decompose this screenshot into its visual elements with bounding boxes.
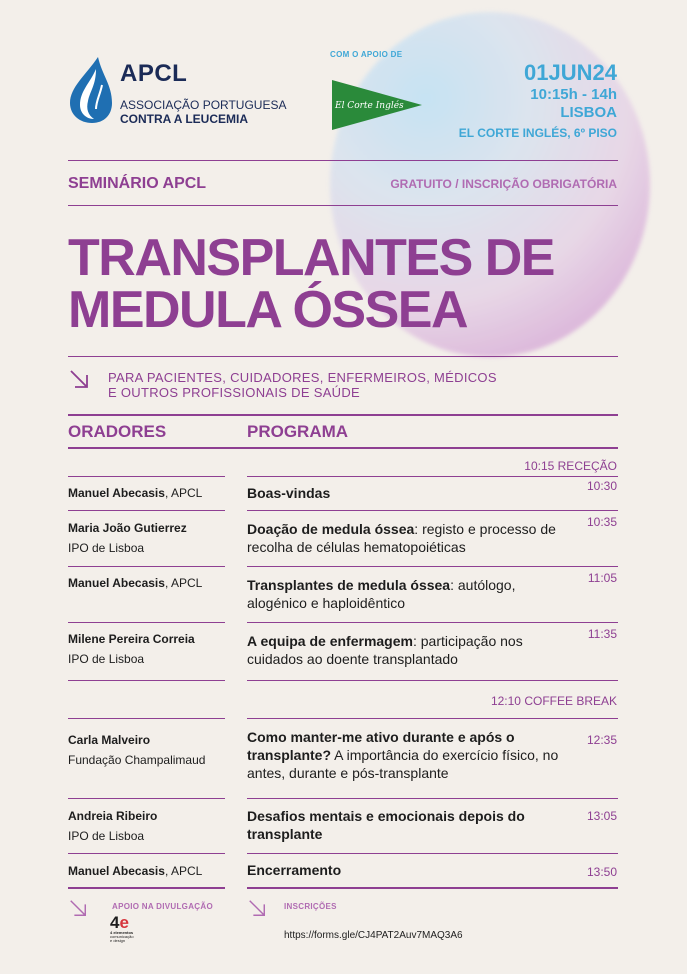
event-date: 01JUN24 — [524, 60, 617, 85]
row-divider — [247, 718, 618, 719]
coffee-break: 12:10 COFFEE BREAK — [490, 694, 617, 708]
support-label: COM O APOIO DE — [330, 50, 403, 59]
time-2: 10:35 — [586, 515, 617, 529]
row-divider — [68, 510, 225, 511]
event-venue: EL CORTE INGLÉS, 6º PISO — [458, 126, 617, 140]
divulgation-label: APOIO NA DIVULGAÇÃO — [112, 902, 213, 911]
event-time: 10:15h - 14h — [530, 86, 617, 103]
program-header: PROGRAMA — [247, 422, 349, 441]
row-divider — [247, 566, 618, 567]
time-4: 11:35 — [587, 627, 617, 641]
row-divider — [247, 510, 618, 511]
speaker-3: Manuel Abecasis, APCL — [68, 576, 203, 590]
row-divider — [68, 718, 225, 719]
program-item-5: Como manter-me ativo durante e após o transplante? A importância do exercício físico, no antes, durante e pós-transplante — [247, 729, 559, 781]
registration-label: INSCRIÇÕES — [284, 902, 337, 911]
program-item-3: Transplantes de medula óssea: autólogo, alogénico e haploidêntico — [247, 577, 516, 611]
time-7: 13:50 — [586, 865, 617, 879]
row-divider — [247, 887, 618, 889]
program-item-6: Desafios mentais e emocionais depois do transplante — [247, 808, 525, 842]
speaker-7: Manuel Abecasis, APCL — [68, 864, 203, 878]
org-subtitle-1: ASSOCIAÇÃO PORTUGUESA — [120, 98, 287, 112]
time-6: 13:05 — [586, 809, 617, 823]
svg-text:El Corte Inglés: El Corte Inglés — [335, 101, 404, 111]
audience-line-1: PARA PACIENTES, CUIDADORES, ENFERMEIROS, MÉDICOS — [108, 370, 497, 385]
row-divider — [247, 853, 618, 854]
row-divider — [247, 476, 618, 477]
divider — [68, 356, 618, 357]
speakers-header: ORADORES — [68, 422, 167, 441]
event-title-line-1: TRANSPLANTES DE — [68, 229, 554, 287]
arrow-down-right-icon — [247, 898, 267, 918]
registration-link[interactable]: https://forms.gle/CJ4PAT2Auv7MAQ3A6 — [284, 930, 463, 941]
speaker-5: Carla Malveiro Fundação Champalimaud — [68, 733, 206, 767]
divider — [68, 447, 618, 449]
row-divider — [247, 680, 618, 681]
time-1: 10:30 — [586, 479, 617, 493]
registration-note: GRATUITO / INSCRIÇÃO OBRIGATÓRIA — [390, 177, 617, 191]
el-corte-ingles-logo — [332, 80, 422, 130]
reception-time: 10:15 RECEÇÃO — [524, 459, 617, 473]
event-series: SEMINÁRIO APCL — [68, 175, 207, 192]
time-5: 12:35 — [586, 733, 617, 747]
audience-text — [108, 370, 497, 400]
time-3: 11:05 — [587, 571, 617, 585]
divider — [68, 205, 618, 206]
speaker-4: Milene Pereira Correia IPO de Lisboa — [68, 632, 195, 666]
speaker-6: Andreia Ribeiro IPO de Lisboa — [68, 809, 158, 843]
divider — [68, 160, 618, 161]
row-divider — [247, 798, 618, 799]
speaker-2: Maria João Gutierrez IPO de Lisboa — [68, 521, 187, 555]
program-item-7: Encerramento — [247, 862, 342, 878]
row-divider — [68, 853, 225, 854]
row-divider — [68, 680, 225, 681]
row-divider — [68, 566, 225, 567]
event-title-line-2: MEDULA ÓSSEA — [68, 281, 467, 339]
apcl-drop-logo-icon — [66, 55, 116, 125]
arrow-down-right-icon — [68, 368, 90, 390]
partner-logo: 4e 4 elementos comunicação e design — [110, 913, 134, 943]
row-divider — [68, 622, 225, 623]
divider — [68, 414, 618, 416]
program-item-2: Doação de medula óssea: registo e processo de recolha de células hematopoiéticas — [247, 521, 556, 555]
org-name: APCL — [120, 60, 188, 87]
speaker-1: Manuel Abecasis, APCL — [68, 486, 203, 500]
program-item-1: Boas-vindas — [247, 485, 331, 501]
org-subtitle-2: CONTRA A LEUCEMIA — [120, 112, 248, 126]
row-divider — [68, 476, 225, 477]
audience-line-2: E OUTROS PROFISSIONAIS DE SAÚDE — [108, 385, 361, 400]
row-divider — [68, 887, 225, 889]
event-city: LISBOA — [560, 104, 617, 121]
program-item-4: A equipa de enfermagem: participação nos cuidados ao doente transplantado — [247, 633, 523, 667]
row-divider — [247, 622, 618, 623]
arrow-down-right-icon — [68, 898, 88, 918]
row-divider — [68, 798, 225, 799]
